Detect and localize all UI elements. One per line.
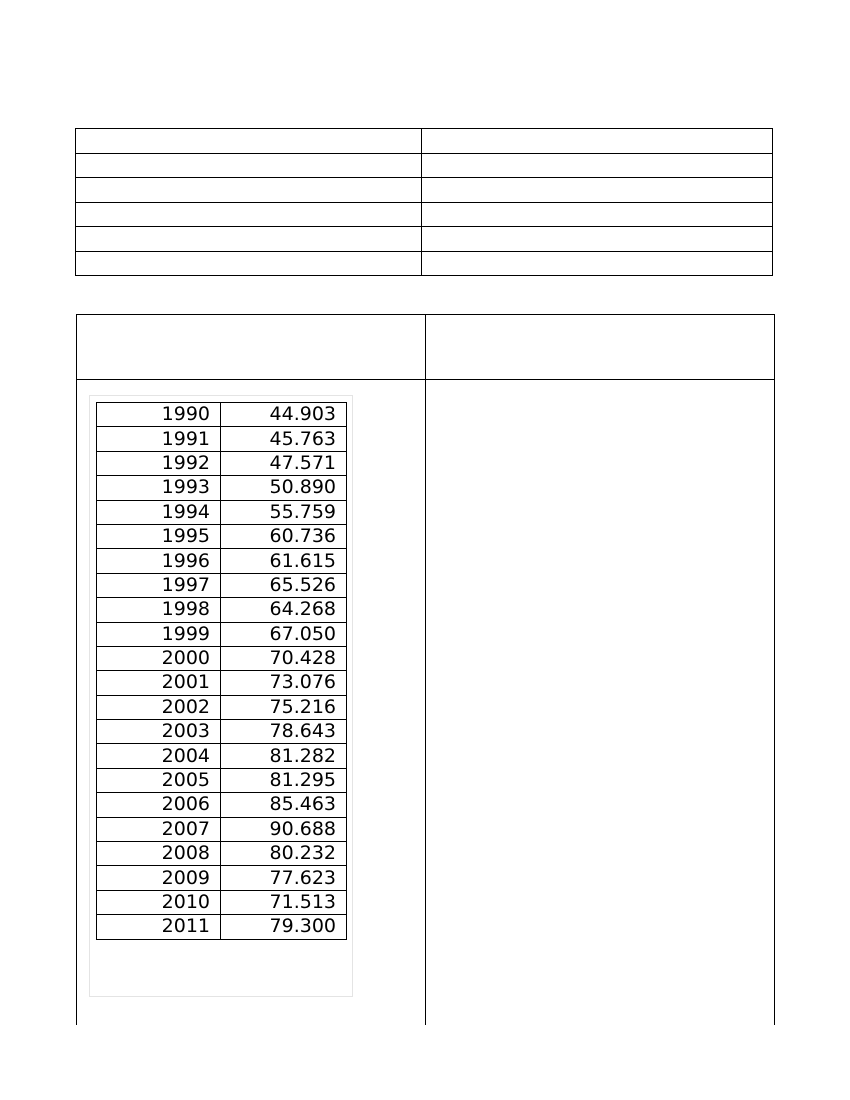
- table-row: [97, 768, 347, 792]
- table-row: [97, 744, 347, 768]
- value-cell: 61.615: [221, 549, 347, 573]
- top-table-cell: [422, 153, 773, 178]
- table-row: [97, 671, 347, 695]
- year-cell: 2002: [97, 695, 221, 719]
- year-cell: 1994: [97, 500, 221, 524]
- table-row: [97, 573, 347, 597]
- value-cell: 90.688: [221, 817, 347, 841]
- table-row: [97, 842, 347, 866]
- year-cell: 2006: [97, 793, 221, 817]
- top-table-cell: [422, 227, 773, 252]
- top-table-row: [76, 129, 773, 154]
- table-row: [97, 890, 347, 914]
- value-cell: 85.463: [221, 793, 347, 817]
- year-cell: 2008: [97, 842, 221, 866]
- table-row: [97, 427, 347, 451]
- page-bottom-margin: [0, 1025, 850, 1100]
- table-row: [97, 500, 347, 524]
- top-table-cell: [76, 129, 422, 154]
- year-cell: 1993: [97, 476, 221, 500]
- value-cell: 77.623: [221, 866, 347, 890]
- value-cell: 47.571: [221, 451, 347, 475]
- value-cell: 67.050: [221, 622, 347, 646]
- value-cell: 65.526: [221, 573, 347, 597]
- top-table-row: [76, 153, 773, 178]
- table-row: [97, 549, 347, 573]
- value-cell: 64.268: [221, 598, 347, 622]
- top-table-row: [76, 227, 773, 252]
- year-cell: 2009: [97, 866, 221, 890]
- frame-header-divider: [77, 379, 774, 380]
- top-table-row: [76, 178, 773, 203]
- table-row: [97, 451, 347, 475]
- value-cell: 81.295: [221, 768, 347, 792]
- table-row: [97, 524, 347, 548]
- table-row: [97, 598, 347, 622]
- year-cell: 1990: [97, 403, 221, 427]
- value-cell: 80.232: [221, 842, 347, 866]
- top-table-cell: [422, 202, 773, 227]
- year-cell: 2000: [97, 646, 221, 670]
- year-cell: 2010: [97, 890, 221, 914]
- top-table-cell: [422, 178, 773, 203]
- top-table-cell: [422, 129, 773, 154]
- year-cell: 1998: [97, 598, 221, 622]
- table-row: [97, 866, 347, 890]
- table-row: [97, 720, 347, 744]
- value-cell: 71.513: [221, 890, 347, 914]
- value-cell: 50.890: [221, 476, 347, 500]
- value-cell: 60.736: [221, 524, 347, 548]
- year-cell: 2004: [97, 744, 221, 768]
- value-cell: 73.076: [221, 671, 347, 695]
- year-value-table: [96, 402, 347, 940]
- table-row: [97, 622, 347, 646]
- table-row: [97, 646, 347, 670]
- table-row: [97, 793, 347, 817]
- year-cell: 1995: [97, 524, 221, 548]
- table-row: [97, 915, 347, 939]
- frame-column-divider: [425, 315, 426, 1100]
- year-cell: 2005: [97, 768, 221, 792]
- value-cell: 70.428: [221, 646, 347, 670]
- top-table-cell: [76, 251, 422, 276]
- year-cell: 2007: [97, 817, 221, 841]
- top-empty-table: [75, 128, 773, 276]
- year-cell: 1992: [97, 451, 221, 475]
- table-row: [97, 476, 347, 500]
- year-cell: 2001: [97, 671, 221, 695]
- year-cell: 2003: [97, 720, 221, 744]
- year-value-table-image: [90, 396, 352, 996]
- top-table-cell: [76, 178, 422, 203]
- year-cell: 1999: [97, 622, 221, 646]
- top-table-row: [76, 251, 773, 276]
- top-table-cell: [422, 251, 773, 276]
- table-row: [97, 817, 347, 841]
- year-cell: 1997: [97, 573, 221, 597]
- value-cell: 75.216: [221, 695, 347, 719]
- year-cell: 1991: [97, 427, 221, 451]
- value-cell: 79.300: [221, 915, 347, 939]
- table-row: [97, 695, 347, 719]
- top-table-cell: [76, 227, 422, 252]
- value-cell: 45.763: [221, 427, 347, 451]
- top-table-row: [76, 202, 773, 227]
- table-row: [97, 403, 347, 427]
- value-cell: 55.759: [221, 500, 347, 524]
- year-cell: 1996: [97, 549, 221, 573]
- value-cell: 78.643: [221, 720, 347, 744]
- value-cell: 81.282: [221, 744, 347, 768]
- top-table-cell: [76, 153, 422, 178]
- top-table-cell: [76, 202, 422, 227]
- year-cell: 2011: [97, 915, 221, 939]
- value-cell: 44.903: [221, 403, 347, 427]
